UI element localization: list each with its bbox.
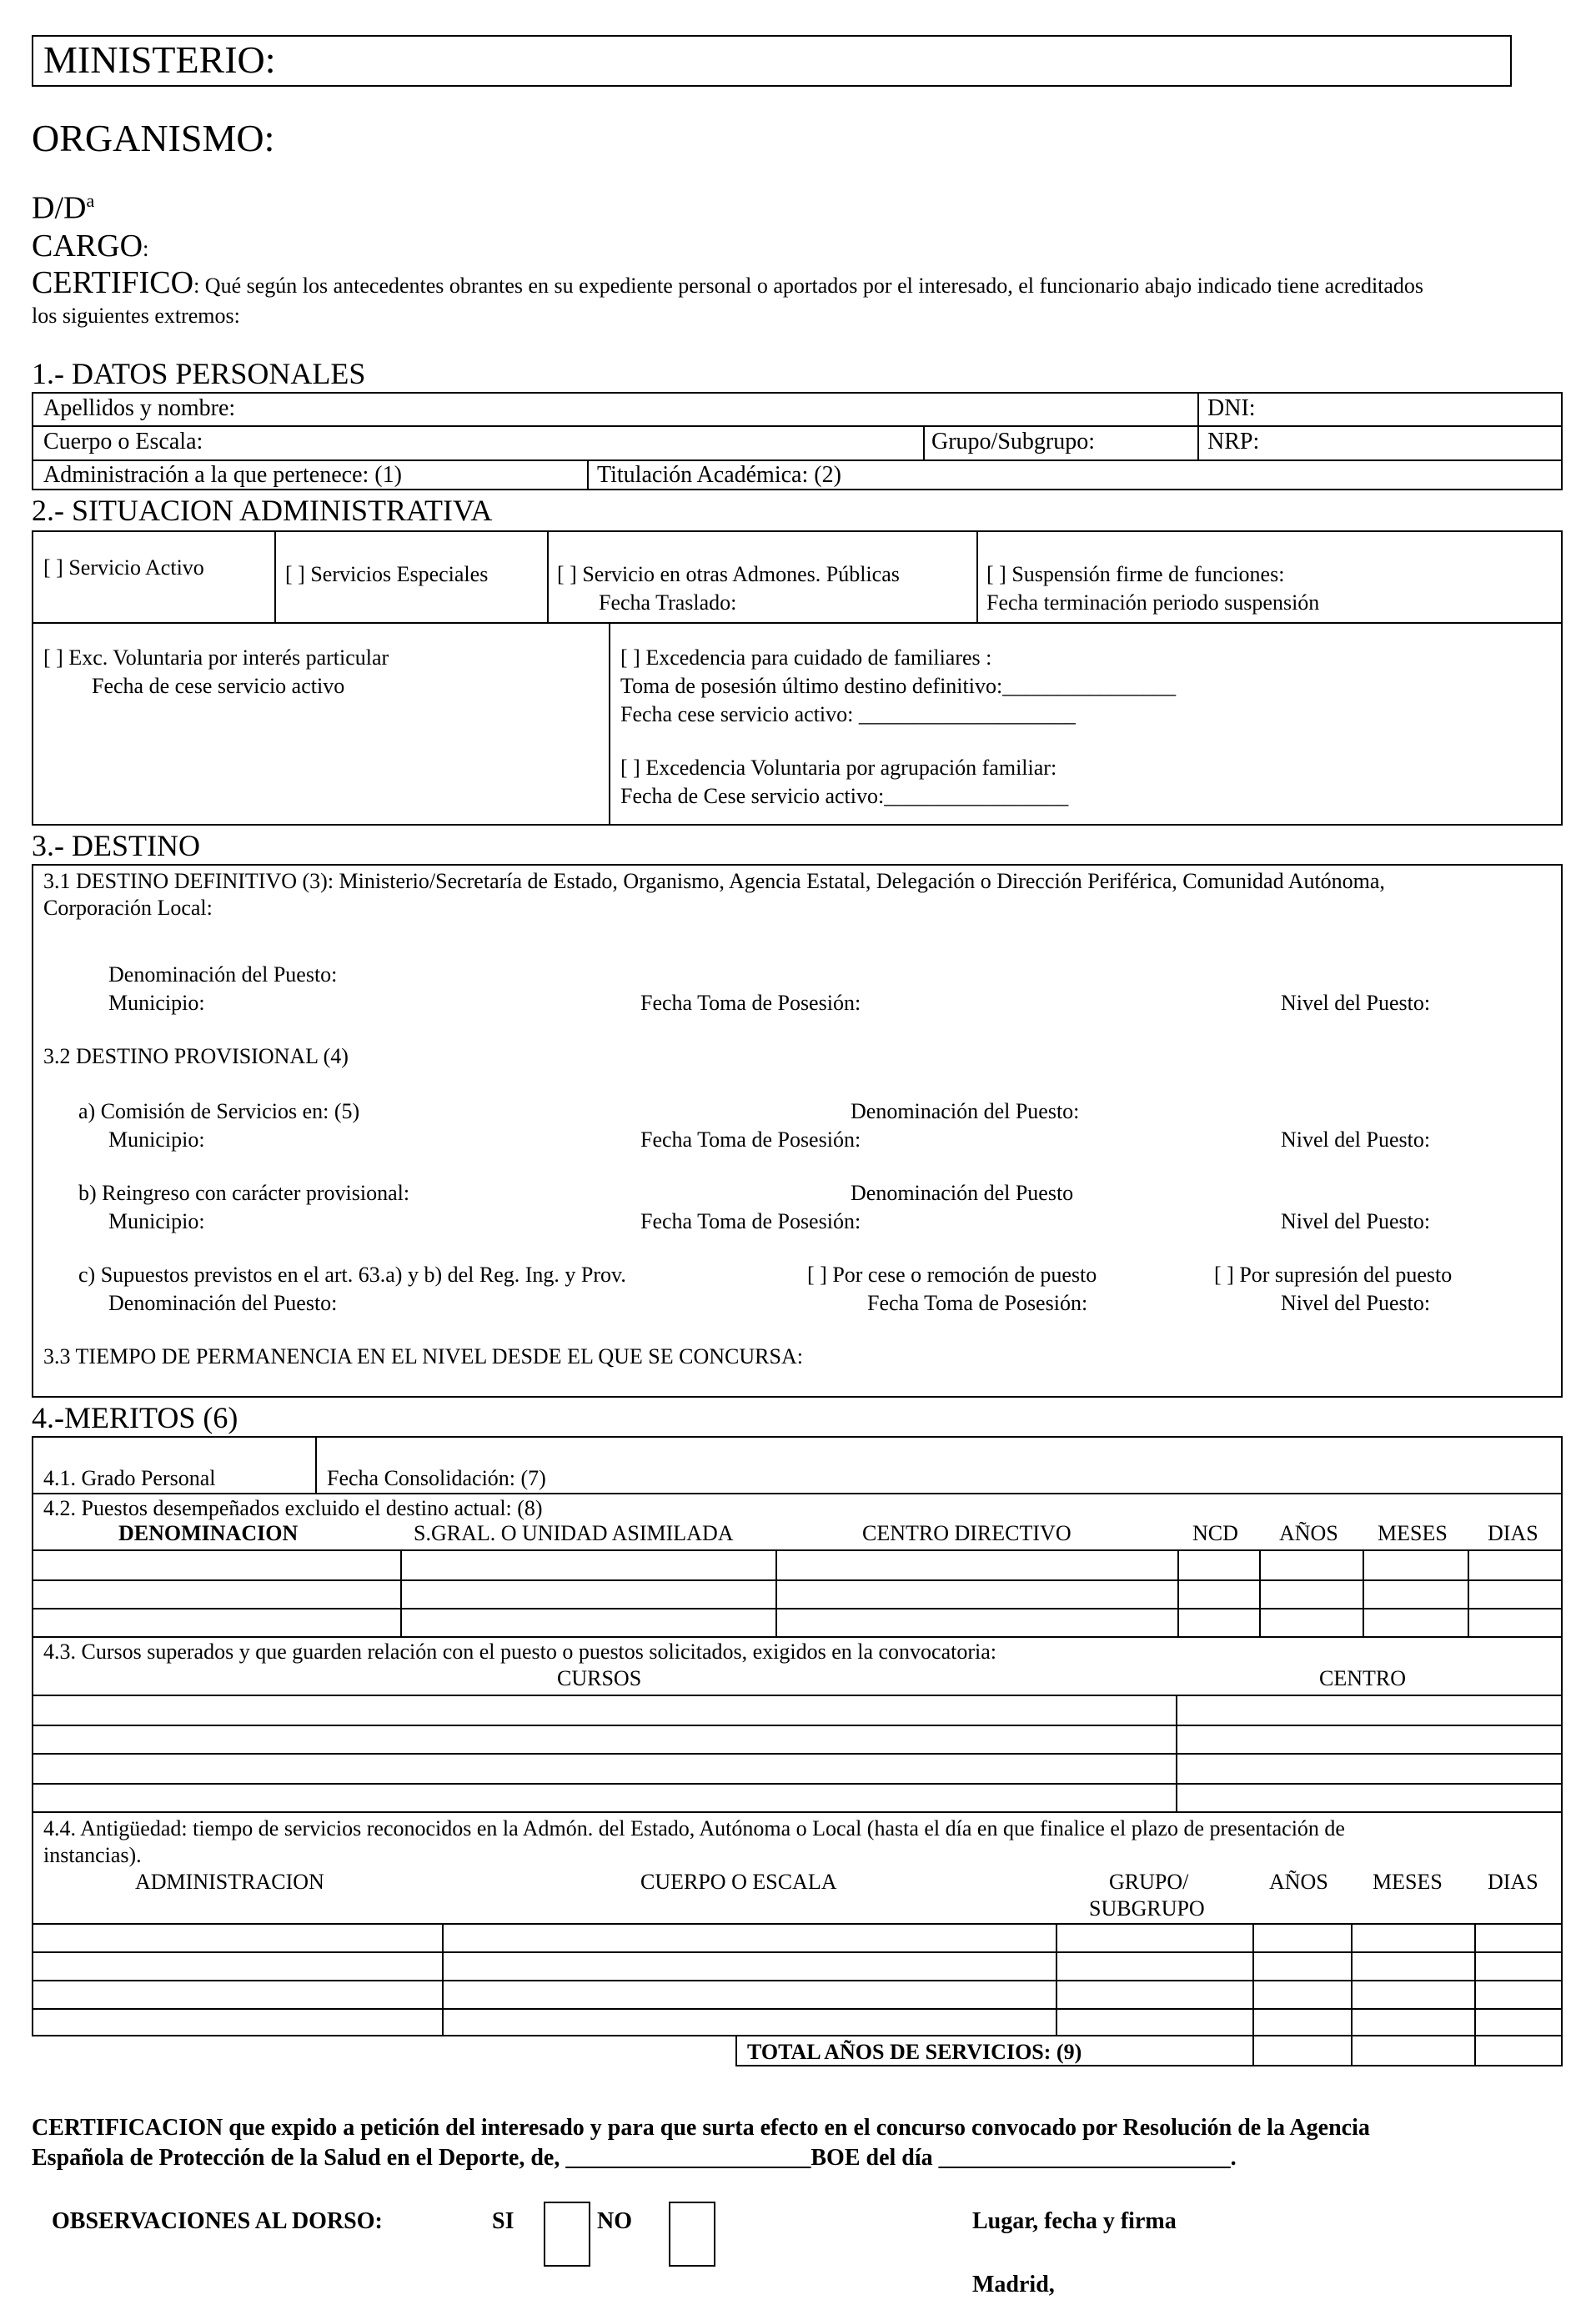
col-dias: DIAS bbox=[1488, 1521, 1538, 1545]
col-cursos: CURSOS bbox=[557, 1666, 642, 1690]
apellidos-field[interactable]: Apellidos y nombre: bbox=[43, 395, 236, 421]
col-antig-meses: MESES bbox=[1373, 1870, 1443, 1894]
observaciones-label: OBSERVACIONES AL DORSO: bbox=[52, 2208, 383, 2234]
nrp-field[interactable]: NRP: bbox=[1207, 429, 1260, 454]
servicio-activo-option[interactable]: [ ] Servicio Activo bbox=[43, 555, 204, 580]
nivel-c: Nivel del Puesto: bbox=[1281, 1291, 1431, 1315]
fecha-toma-a: Fecha Toma de Posesión: bbox=[640, 1127, 861, 1152]
exc-cuidado-toma: Toma de posesión último destino definitivo:________________ bbox=[620, 674, 1177, 698]
reingreso-denominacion: Denominación del Puesto bbox=[851, 1181, 1074, 1205]
antiguedad-row-1[interactable] bbox=[33, 1925, 1561, 1951]
certificacion-text-1: CERTIFICACION que expido a petición del interesado y para que surta efecto en el concurso convocado por Resolución de la Agencia bbox=[32, 2115, 1370, 2141]
denominacion-puesto: Denominación del Puesto: bbox=[108, 962, 338, 987]
supresion-option[interactable]: [ ] Por supresión del puesto bbox=[1214, 1263, 1453, 1287]
col-ncd: NCD bbox=[1192, 1521, 1238, 1545]
nivel-b: Nivel del Puesto: bbox=[1281, 1209, 1431, 1233]
cese-remocion-option[interactable]: [ ] Por cese o remoción de puesto bbox=[807, 1263, 1097, 1287]
exc-agrupacion-option[interactable]: [ ] Excedencia Voluntaria por agrupación familiar: bbox=[620, 756, 1057, 780]
col-administracion: ADMINISTRACION bbox=[135, 1870, 324, 1894]
dni-field[interactable]: DNI: bbox=[1207, 395, 1256, 421]
col-denominacion: DENOMINACION bbox=[118, 1521, 299, 1545]
puestos-row-3[interactable] bbox=[33, 1609, 1561, 1635]
certifico-label: CERTIFICO bbox=[32, 265, 194, 300]
reingreso-provisional: b) Reingreso con carácter provisional: bbox=[78, 1181, 410, 1205]
administracion-field[interactable]: Administración a la que pertenece: (1) bbox=[43, 462, 402, 488]
ministerio-label: MINISTERIO: bbox=[43, 38, 276, 81]
col-grupo: GRUPO/ bbox=[1109, 1870, 1189, 1894]
total-anos-label: TOTAL AÑOS DE SERVICIOS: (9) bbox=[747, 2040, 1082, 2064]
section-3-title: 3.- DESTINO bbox=[32, 829, 200, 862]
dd-label: $D/D^a$ bbox=[32, 190, 95, 226]
certifico-text-2: los siguientes extremos: bbox=[32, 304, 240, 328]
municipio-1: Municipio: bbox=[108, 991, 205, 1015]
certifico-text: : Qué según los antecedentes obrantes en su expediente personal o aportados por el interesado, el funcionario abajo indicado tiene acreditados bbox=[193, 274, 1424, 298]
exc-voluntaria-fecha: Fecha de cese servicio activo bbox=[92, 674, 345, 698]
cursos-row-2[interactable] bbox=[33, 1726, 1561, 1752]
antiguedad-title-2: instancias). bbox=[43, 1843, 142, 1867]
exc-cuidado-cese: Fecha cese servicio activo: ____________________ bbox=[620, 702, 1076, 726]
organismo-label: ORGANISMO: bbox=[32, 117, 275, 159]
cursos-title: 4.3. Cursos superados y que guarden relación con el puesto o puestos solicitados, exigidos en la convocatoria: bbox=[43, 1640, 997, 1664]
madrid-label: Madrid, bbox=[972, 2272, 1055, 2297]
grado-personal-field[interactable]: 4.1. Grado Personal bbox=[43, 1466, 216, 1490]
col-centro: CENTRO bbox=[1319, 1666, 1406, 1690]
tiempo-permanencia: 3.3 TIEMPO DE PERMANENCIA EN EL NIVEL DESDE EL QUE SE CONCURSA: bbox=[43, 1344, 803, 1368]
col-subgrupo: SUBGRUPO bbox=[1089, 1896, 1205, 1921]
lugar-fecha-firma: Lugar, fecha y firma bbox=[972, 2208, 1177, 2234]
fecha-traslado-label: Fecha Traslado: bbox=[599, 590, 737, 615]
nivel-1: Nivel del Puesto: bbox=[1281, 991, 1431, 1015]
cargo-label: CARGO: bbox=[32, 228, 149, 264]
section-2-title: 2.- SITUACION ADMINISTRATIVA bbox=[32, 494, 493, 527]
suspension-fecha-label: Fecha terminación periodo suspensión bbox=[986, 590, 1320, 615]
grupo-field[interactable]: Grupo/Subgrupo: bbox=[931, 429, 1095, 454]
cursos-row-4[interactable] bbox=[33, 1785, 1561, 1810]
no-label: NO bbox=[597, 2208, 632, 2234]
si-checkbox[interactable] bbox=[544, 2202, 590, 2267]
col-anos: AÑOS bbox=[1279, 1521, 1338, 1545]
certifico-line bbox=[32, 265, 1423, 302]
col-cuerpo-escala: CUERPO O ESCALA bbox=[640, 1870, 837, 1894]
puestos-row-1[interactable] bbox=[33, 1551, 1561, 1579]
denominacion-c: Denominación del Puesto: bbox=[108, 1291, 338, 1315]
antiguedad-row-2[interactable] bbox=[33, 1953, 1561, 1979]
section-4-title: 4.-MERITOS (6) bbox=[32, 1401, 238, 1434]
exc-cuidado-option[interactable]: [ ] Excedencia para cuidado de familiares : bbox=[620, 645, 992, 670]
destino-provisional: 3.2 DESTINO PROVISIONAL (4) bbox=[43, 1044, 349, 1068]
col-antig-dias: DIAS bbox=[1488, 1870, 1538, 1894]
titulacion-field[interactable]: Titulación Académica: (2) bbox=[597, 462, 841, 488]
cuerpo-field[interactable]: Cuerpo o Escala: bbox=[43, 429, 203, 454]
fecha-toma-1: Fecha Toma de Posesión: bbox=[640, 991, 861, 1015]
certificacion-text-2: Española de Protección de la Salud en el Deporte, de, _____________________BOE del día _________________________. bbox=[32, 2145, 1237, 2171]
destino-definitivo-1: 3.1 DESTINO DEFINITIVO (3): Ministerio/Secretaría de Estado, Organismo, Agencia Estatal, Delegación o Dirección Periférica, Comunidad Autónoma, bbox=[43, 869, 1385, 893]
col-antig-anos: AÑOS bbox=[1269, 1870, 1328, 1894]
destino-definitivo-2: Corporación Local: bbox=[43, 896, 213, 920]
suspension-option[interactable]: [ ] Suspensión firme de funciones: bbox=[986, 562, 1285, 586]
fecha-toma-c: Fecha Toma de Posesión: bbox=[867, 1291, 1088, 1315]
no-checkbox[interactable] bbox=[669, 2202, 715, 2267]
comision-denominacion: Denominación del Puesto: bbox=[851, 1099, 1080, 1123]
nivel-a: Nivel del Puesto: bbox=[1281, 1127, 1431, 1152]
antiguedad-row-3[interactable] bbox=[33, 1981, 1561, 2007]
fecha-toma-b: Fecha Toma de Posesión: bbox=[640, 1209, 861, 1233]
col-centro-directivo: CENTRO DIRECTIVO bbox=[862, 1521, 1072, 1545]
col-meses: MESES bbox=[1378, 1521, 1448, 1545]
antiguedad-title-1: 4.4. Antigüedad: tiempo de servicios reconocidos en la Admón. del Estado, Autónoma o Local (hasta el día en que finalice el plazo de presentación de bbox=[43, 1816, 1345, 1840]
exc-agrupacion-fecha: Fecha de Cese servicio activo:_________________ bbox=[620, 784, 1069, 808]
municipio-a: Municipio: bbox=[108, 1127, 205, 1152]
section-1-title: 1.- DATOS PERSONALES bbox=[32, 357, 366, 390]
cursos-row-3[interactable] bbox=[33, 1755, 1561, 1782]
servicios-especiales-option[interactable]: [ ] Servicios Especiales bbox=[285, 562, 489, 586]
exc-voluntaria-option[interactable]: [ ] Exc. Voluntaria por interés particular bbox=[43, 645, 389, 670]
si-label: SI bbox=[492, 2208, 514, 2234]
col-sgral: S.GRAL. O UNIDAD ASIMILADA bbox=[414, 1521, 734, 1545]
comision-servicios: a) Comisión de Servicios en: (5) bbox=[78, 1099, 360, 1123]
puestos-row-2[interactable] bbox=[33, 1581, 1561, 1607]
municipio-b: Municipio: bbox=[108, 1209, 205, 1233]
supuestos-previstos: c) Supuestos previstos en el art. 63.a) y b) del Reg. Ing. y Prov. bbox=[78, 1263, 626, 1287]
antiguedad-row-4[interactable] bbox=[33, 2010, 1561, 2036]
otras-admones-option[interactable]: [ ] Servicio en otras Admones. Públicas bbox=[557, 562, 900, 586]
fecha-consolidacion-field[interactable]: Fecha Consolidación: (7) bbox=[327, 1466, 546, 1490]
cursos-row-1[interactable] bbox=[33, 1696, 1561, 1724]
puestos-desempenados-title: 4.2. Puestos desempeñados excluido el destino actual: (8) bbox=[43, 1496, 543, 1520]
